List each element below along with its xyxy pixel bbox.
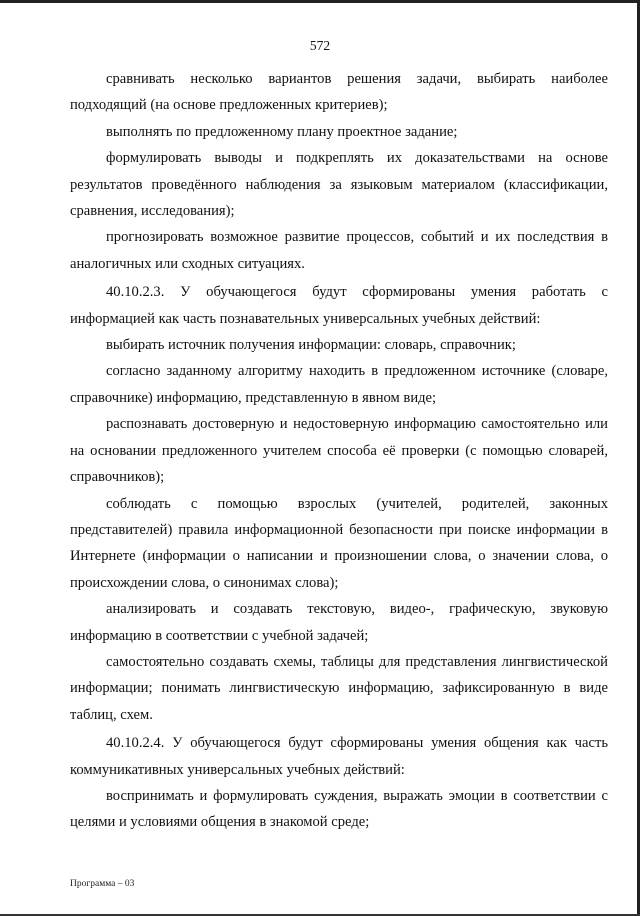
- section-heading-paragraph: 40.10.2.3. У обучающегося будут сформированы умения работать с информацией как часть познавательных универсальных учебных действий:: [70, 284, 608, 327]
- paragraph: соблюдать с помощью взрослых (учителей, родителей, законных представителей) правила информационной безопасности при поиске информации в Интернете (информации о написании и произношении слова, о значении слова, о происхождении слова, о синонимах слова);: [70, 495, 608, 591]
- paragraph: самостоятельно создавать схемы, таблицы для представления лингвистической информации; понимать лингвистическую информацию, зафиксированную в виде таблиц, схем.: [70, 653, 608, 723]
- scan-edge-top: [0, 0, 640, 3]
- body-text: [70, 66, 608, 836]
- paragraph: прогнозировать возможное развитие процессов, событий и их последствия в аналогичных или сходных ситуациях.: [70, 229, 608, 272]
- paragraph: согласно заданному алгоритму находить в предложенном источнике (словаре, справочнике) информацию, представленную в явном виде;: [70, 363, 608, 406]
- paragraph: выбирать источник получения информации: словарь, справочник;: [106, 337, 516, 354]
- paragraph: анализировать и создавать текстовую, видео-, графическую, звуковую информацию в соответствии с учебной задачей;: [70, 601, 608, 644]
- footer-program-label: Программа – 03: [70, 879, 135, 889]
- paragraph: формулировать выводы и подкреплять их доказательствами на основе результатов проведённого наблюдения за языковым материалом (классификации, сравнения, исследования);: [70, 150, 608, 220]
- paragraph: воспринимать и формулировать суждения, выражать эмоции в соответствии с целями и условиями общения в знакомой среде;: [70, 787, 608, 831]
- paragraph: распознавать достоверную и недостоверную информацию самостоятельно или на основании предложенного учителем способа её проверки (с помощью словарей, справочников);: [70, 416, 608, 486]
- paragraph: сравнивать несколько вариантов решения задачи, выбирать наиболее подходящий (на основе предложенных критериев);: [70, 71, 608, 114]
- section-heading-paragraph: 40.10.2.4. У обучающегося будут сформированы умения общения как часть коммуникативных универсальных учебных действий:: [70, 735, 608, 778]
- page-number: 572: [309, 38, 331, 53]
- paragraph: выполнять по предложенному плану проектное задание;: [106, 123, 458, 140]
